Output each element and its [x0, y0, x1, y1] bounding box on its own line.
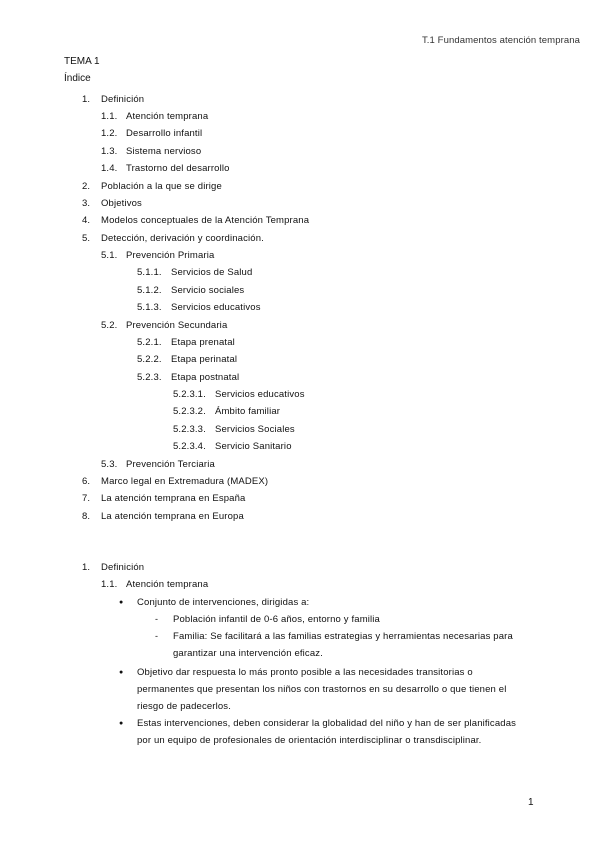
toc-item[interactable]: 2. Población a la que se dirige — [82, 181, 222, 192]
toc-item[interactable]: 5.1.1. Servicios de Salud — [137, 267, 253, 278]
toc-item[interactable]: 1.3. Sistema nervioso — [101, 146, 202, 157]
toc-item[interactable]: 5.2.3.1. Servicios educativos — [173, 389, 305, 400]
page-number: 1 — [528, 797, 534, 808]
dash-icon: - — [155, 631, 158, 641]
dash-item-text: Familia: Se facilitará a las familias estrategias y herramientas necesarias para — [173, 631, 513, 642]
bullet-text: Conjunto de intervenciones, dirigidas a: — [137, 597, 310, 608]
toc-item[interactable]: 1.4. Trastorno del desarrollo — [101, 163, 230, 174]
bullet-icon: ● — [119, 599, 124, 606]
dash-item-text: Población infantil de 0-6 años, entorno y familia — [173, 614, 380, 625]
dash-icon: - — [155, 614, 158, 624]
bullet-text-continued: permanentes que presentan los niños con trastornos en su desarrollo o que tienen el — [137, 684, 507, 695]
toc-item[interactable]: 5.2.3.4. Servicio Sanitario — [173, 441, 292, 452]
dash-item-text-continued: garantizar una intervención eficaz. — [173, 648, 323, 659]
toc-item[interactable]: 5.2.2. Etapa perinatal — [137, 354, 238, 365]
bullet-text: Estas intervenciones, deben considerar la globalidad del niño y han de ser planificadas — [137, 718, 517, 729]
toc-item[interactable]: 7. La atención temprana en España — [82, 493, 246, 504]
toc-item[interactable]: 5. Detección, derivación y coordinación. — [82, 233, 264, 244]
toc-item[interactable]: 5.3. Prevención Terciaria — [101, 459, 215, 470]
toc-item[interactable]: 5.2. Prevención Secundaria — [101, 320, 228, 331]
index-heading: Índice — [64, 73, 91, 84]
toc-item[interactable]: 5.1.3. Servicios educativos — [137, 302, 261, 313]
toc-item[interactable]: 5.2.3. Etapa postnatal — [137, 372, 240, 383]
bullet-icon: ● — [119, 669, 124, 676]
bullet-icon: ● — [119, 720, 124, 727]
toc-item[interactable]: 3. Objetivos — [82, 198, 142, 209]
toc-item[interactable]: 8. La atención temprana en Europa — [82, 511, 244, 522]
toc-item[interactable]: 1.1. Atención temprana — [101, 111, 209, 122]
toc-item[interactable]: 1.2. Desarrollo infantil — [101, 128, 203, 139]
toc-item[interactable]: 5.1.2. Servicio sociales — [137, 285, 245, 296]
bullet-text: Objetivo dar respuesta lo más pronto posible a las necesidades transitorias o — [137, 667, 473, 678]
toc-item[interactable]: 5.2.3.2. Ámbito familiar — [173, 406, 281, 417]
toc-item[interactable]: 5.2.3.3. Servicios Sociales — [173, 424, 295, 435]
bullet-text-continued: por un equipo de profesionales de orientación interdisciplinar o transdisciplinar. — [137, 735, 482, 746]
toc-item[interactable]: 4. Modelos conceptuales de la Atención Temprana — [82, 215, 310, 226]
document-title: TEMA 1 — [64, 56, 100, 67]
section-heading: 1. Definición — [82, 562, 145, 573]
toc-item[interactable]: 5.2.1. Etapa prenatal — [137, 337, 235, 348]
toc-item[interactable]: 1. Definición — [82, 94, 145, 105]
toc-item[interactable]: 6. Marco legal en Extremadura (MADEX) — [82, 476, 269, 487]
running-header: T.1 Fundamentos atención temprana — [421, 35, 580, 46]
bullet-text-continued: riesgo de padecerlos. — [137, 701, 231, 712]
subsection-heading: 1.1. Atención temprana — [101, 579, 209, 590]
toc-item[interactable]: 5.1. Prevención Primaria — [101, 250, 215, 261]
